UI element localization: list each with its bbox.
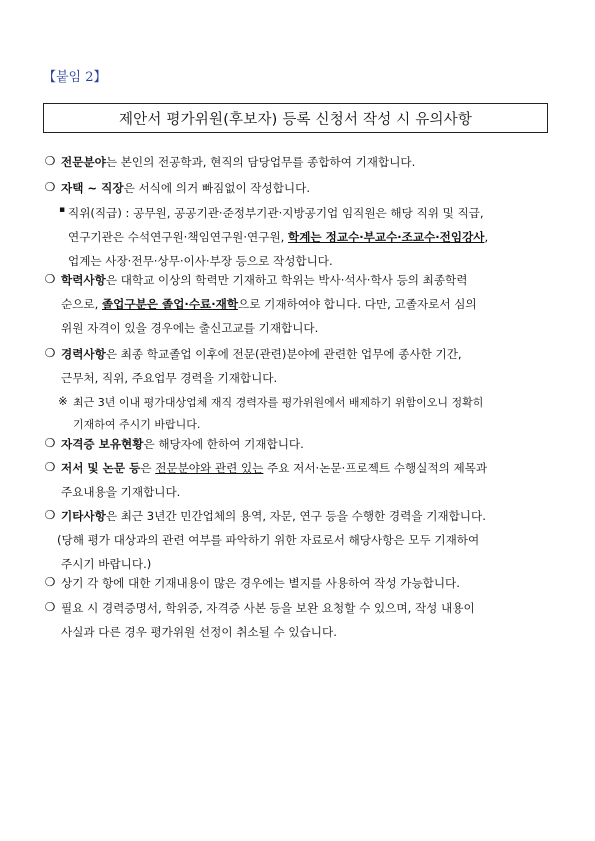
item-proof-line2: 사실과 다른 경우 평가위원 선정이 취소될 수 있습니다. (61, 625, 337, 639)
item-proof-line1: 필요 시 경력증명서, 학위증, 자격증 사본 등을 보완 요청할 수 있으며, 작성 내용이 (61, 601, 475, 615)
item-education-keyword: 학력사항 (61, 273, 106, 287)
circle-bullet-icon: ❍ (44, 600, 56, 614)
circle-bullet-icon: ❍ (44, 436, 56, 450)
item-position-line1: 직위(직급) : 공무원, 공공기관·준정부기관·지방공기업 임직원은 해당 직위 및 직급, (68, 206, 484, 220)
item-field-keyword: 전문분야 (61, 155, 106, 169)
item-separate-text: 상기 각 항에 대한 기재내용이 많은 경우에는 별지를 사용하여 작성 가능합니다. (61, 576, 460, 590)
item-other-line1 (61, 508, 486, 524)
item-address-desc: 은 서식에 의거 빠짐없이 작성합니다. (123, 181, 311, 195)
circle-bullet-icon: ❍ (44, 575, 56, 589)
item-position-research: 연구기관은 수석연구원·책임연구원·연구원, (68, 230, 289, 244)
item-position-comma: , (484, 230, 489, 244)
item-position-line2 (68, 229, 488, 245)
item-education-rest: 으로 기재하여야 합니다. 다만, 고졸자로서 심의 (238, 297, 477, 311)
item-field-text (61, 154, 415, 170)
item-education-line2 (61, 296, 477, 312)
item-license-text (61, 436, 304, 452)
item-papers-line2: 주요내용을 기재합니다. (61, 485, 181, 499)
circle-bullet-icon: ❍ (44, 272, 56, 286)
item-education-order: 순으로, (61, 297, 102, 311)
item-education-line1 (61, 272, 467, 288)
item-address-text (61, 180, 310, 196)
document-title: 제안서 평가위원(후보자) 등록 신청서 작성 시 유의사항 (118, 111, 473, 128)
reference-mark-icon: ※ (58, 394, 68, 408)
attachment-label: 【붙임 2】 (43, 70, 107, 85)
item-papers-desc: 주요 저서·논문·프로젝트 수행실적의 제목과 (263, 461, 488, 475)
item-papers-keyword: 저서 및 논문 등 (61, 461, 141, 475)
item-career-note2: 기재하여 주시기 바랍니다. (73, 418, 201, 431)
item-license-keyword: 자격증 보유현황 (61, 437, 144, 451)
item-papers-particle: 은 (140, 461, 156, 475)
item-career-line2: 근무처, 직위, 주요업무 경력을 기재합니다. (61, 371, 278, 385)
item-education-line3: 위원 자격이 있을 경우에는 출신고교를 기재합니다. (61, 321, 319, 335)
item-career-note1: 최근 3년 이내 평가대상업체 재직 경력자를 평가위원에서 배제하기 위함이오니 정확히 (73, 396, 484, 409)
item-field-desc: 는 본인의 전공학과, 현직의 담당업무를 종합하여 기재합니다. (105, 155, 416, 169)
item-other-line2: (당해 평가 대상과의 관련 여부를 파악하기 위한 자료로서 해당사항은 모두 기재하여 (57, 533, 480, 547)
item-papers-related: 전문분야와 관련 있는 (155, 461, 264, 475)
item-education-desc: 은 대학교 이상의 학력만 기재하고 학위는 박사·석사·학사 등의 최종학력 (105, 273, 468, 287)
item-other-keyword: 기타사항 (61, 509, 106, 523)
item-career-desc: 은 최종 학교졸업 이후에 전문(관련)분야에 관련한 업무에 종사한 기간, (105, 347, 462, 361)
circle-bullet-icon: ❍ (44, 460, 56, 474)
square-bullet-icon: ▪ (59, 205, 66, 215)
item-address-keyword: 자택 ~ 직장 (61, 181, 124, 195)
document-title-box (43, 103, 548, 133)
item-other-desc: 은 최근 3년간 민간업체의 용역, 자문, 연구 등을 수행한 경력을 기재합니다. (105, 509, 486, 523)
circle-bullet-icon: ❍ (44, 180, 56, 194)
item-papers-line1 (61, 460, 487, 476)
item-position-academia: 학계는 정교수·부교수·조교수·전임강사 (288, 230, 485, 244)
item-other-line3: 주시기 바랍니다.) (61, 557, 152, 571)
item-education-status: 졸업구분은 졸업·수료·재학 (101, 297, 239, 311)
circle-bullet-icon: ❍ (44, 508, 56, 522)
circle-bullet-icon: ❍ (44, 154, 56, 168)
item-career-keyword: 경력사항 (61, 347, 106, 361)
item-license-desc: 은 해당자에 한하여 기재합니다. (143, 437, 304, 451)
circle-bullet-icon: ❍ (44, 346, 56, 360)
item-position-line3: 업계는 사장·전무·상무·이사·부장 등으로 작성합니다. (68, 254, 333, 268)
item-career-line1 (61, 346, 462, 362)
